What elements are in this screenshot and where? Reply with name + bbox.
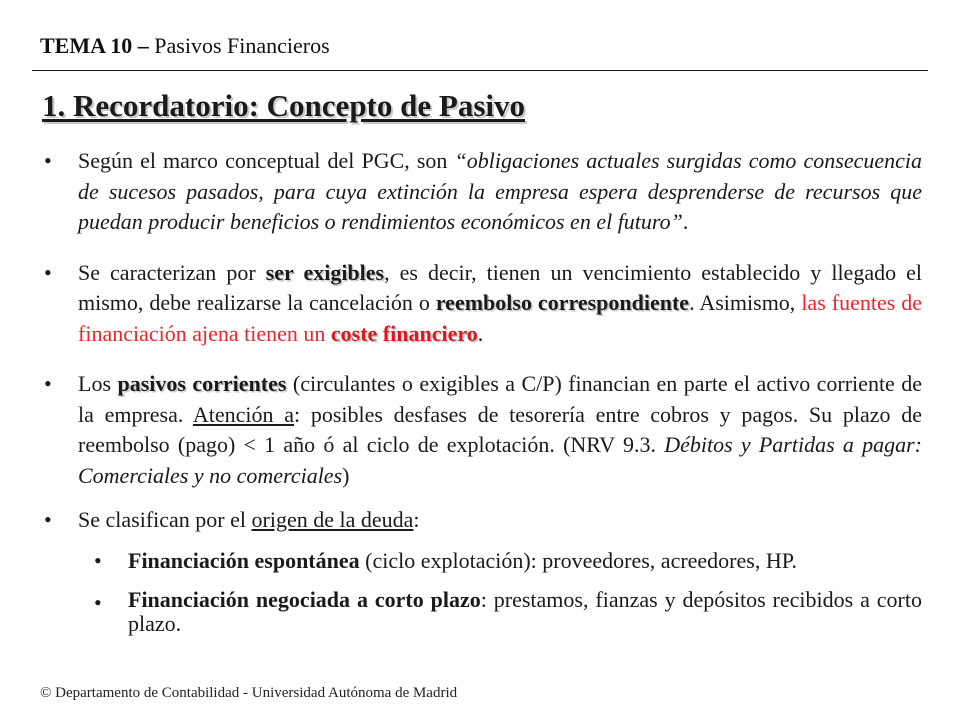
red-highlight-text: las fuentes de financiación ajena tienen un [78,290,923,346]
footer-copyright: © Departamento de Contabilidad - Universidad Autónoma de Madrid [40,685,458,701]
italic-nrv-reference: Débitos y Partidas a pagar: Comerciales y no comerciales [78,432,922,488]
bullet-clasificacion [44,505,922,536]
bullet-dot: • [94,590,102,615]
text-span: Según el marco conceptual del PGC, son [78,148,455,173]
text-span: (circulantes o exigibles a C/P) financian en parte el activo corriente de la empresa. [78,371,923,427]
sub-bullet-text [128,588,922,636]
emphasis-ser-exigibles: ser exigibles [265,259,385,285]
text-span: Se caracterizan por [78,259,266,285]
sub-bullet-text [128,546,922,577]
bullet-dot: • [94,547,102,573]
header-topic-number: TEMA 10 – [40,33,149,58]
underline-atencion: Atención a [192,401,295,427]
bullet-dot: • [44,507,52,532]
emphasis-pasivos-corrientes: pasivos corrientes [117,371,287,396]
text-span: (ciclo explotación): proveedores, acreedores, HP. [359,547,798,573]
text-span: Los [78,371,118,396]
emphasis-coste-financiero: coste financiero [330,320,478,346]
sub-bullet-term: Financiación espontánea [128,547,360,573]
text-span: , es decir, tienen un vencimiento establecido y llegado el mismo, debe realizarse la cancelación o [78,259,923,315]
bullet-dot: • [44,259,52,285]
text-span: . [477,320,484,346]
bullet-characteristics [44,258,922,350]
header-divider [32,70,928,71]
bullet-dot: • [44,148,52,173]
bullet-dot: • [44,371,52,396]
bullet-pasivos-corrientes [44,369,922,491]
emphasis-reembolso: reembolso correspondiente [435,290,690,315]
text-span: ) [342,462,350,488]
text-span: : prestamos, fianzas y depósitos recibidos a corto plazo. [128,587,922,636]
slide-title: 1. Recordatorio: Concepto de Pasivo [42,88,525,123]
text-span: . [682,209,689,234]
slide-content [44,146,922,648]
slide-header [40,33,330,59]
header-topic-name: Pasivos Financieros [148,33,330,58]
underline-origen-deuda: origen de la deuda [251,507,414,532]
text-span: . Asimismo, [689,290,802,315]
sub-bullet-negociada [44,588,922,636]
bullet-definition [44,146,922,238]
text-span: Se clasifican por el [78,507,252,532]
sub-bullet-espontanea [44,546,922,577]
pgc-definition-quote: “obligaciones actuales surgidas como consecuencia de sucesos pasados, para cuya extinción la empresa espera desprenderse de recursos que puedan producir beneficios o rendimientos económicos en el futuro” [78,148,922,234]
sub-bullet-term: Financiación negociada a corto plazo [128,587,481,612]
text-span: : posibles desfases de tesorería entre cobros y pagos. Su plazo de reembolso (pago) < 1 año ó al ciclo de explotación. (NRV 9.3. [78,401,922,457]
text-span: : [413,507,420,532]
